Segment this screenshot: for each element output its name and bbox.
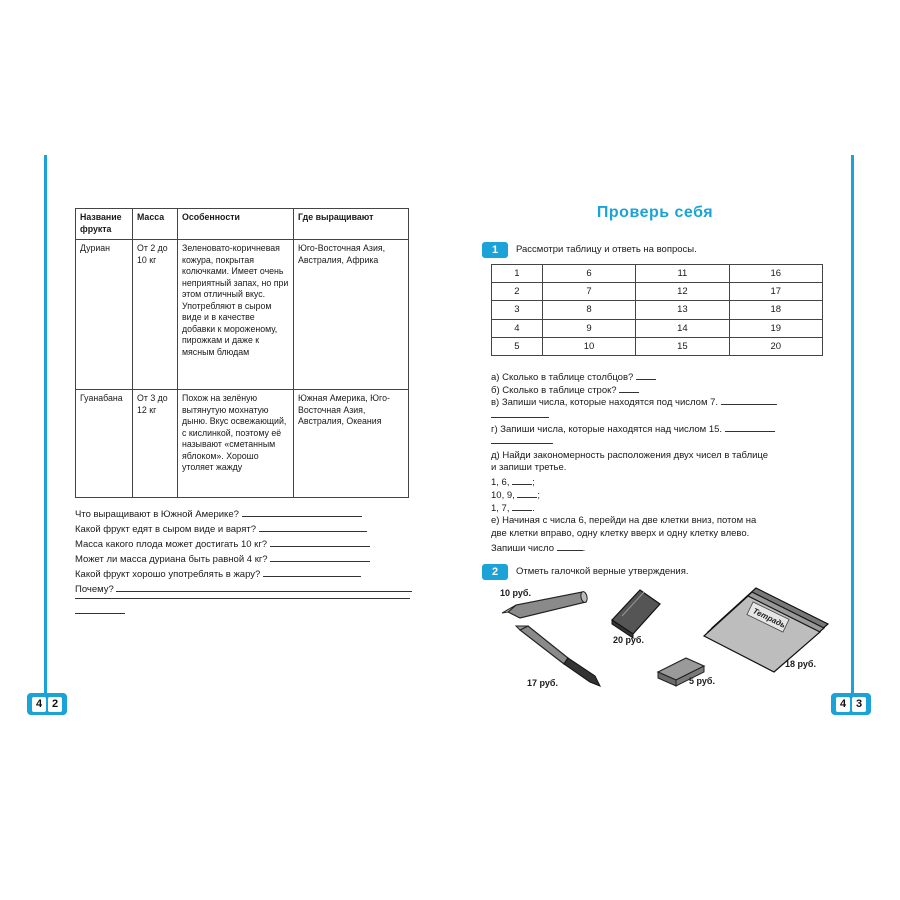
answer-blank[interactable] — [270, 537, 370, 547]
sequence-text: 10, 9, — [491, 490, 515, 501]
grid-cell: 15 — [636, 337, 729, 355]
answer-line[interactable] — [491, 443, 553, 444]
table-header: Масса — [133, 209, 178, 240]
question-text: Масса какого плода может достигать 10 кг? — [75, 539, 268, 550]
question-line — [75, 567, 410, 581]
price-pen: 17 руб. — [527, 678, 558, 688]
answer-blank[interactable] — [517, 488, 537, 498]
answer-blank[interactable] — [636, 370, 656, 380]
task-text: Рассмотри таблицу и ответь на вопросы. — [516, 244, 697, 255]
period: . — [582, 543, 586, 554]
question-text: Может ли масса дуриана быть равной 4 кг? — [75, 554, 268, 565]
grid-cell: 13 — [636, 301, 729, 319]
fruit-features: Зеленовато-коричневая кожура, покрытая колючками. Имеет очень неприятный запах, но при этом отличный вкус. Употребляют в сыром виде и в качестве добавки к мороженому, пирожкам и даже к мясным блюдам — [178, 240, 294, 390]
fruit-where: Южная Америка, Юго-Восточная Азия, Австралия, Океания — [294, 390, 409, 498]
grid-cell: 18 — [729, 301, 822, 319]
price-notebook-small: 20 руб. — [613, 635, 644, 645]
grid-cell: 5 — [492, 337, 543, 355]
grid-row — [492, 337, 823, 355]
grid-cell: 12 — [636, 283, 729, 301]
number-grid — [491, 264, 823, 356]
table-row — [76, 240, 409, 390]
page-digit: 3 — [852, 697, 866, 712]
grid-cell: 14 — [636, 319, 729, 337]
notebook-label: Тетрадь — [751, 606, 787, 630]
page-number-left — [27, 693, 67, 715]
right-edge-line — [851, 155, 854, 695]
grid-cell: 7 — [542, 283, 635, 301]
answer-blank[interactable] — [270, 552, 370, 562]
question-a — [491, 370, 824, 384]
page-digit: 4 — [32, 697, 46, 712]
grid-cell: 20 — [729, 337, 822, 355]
answer-blank[interactable] — [263, 567, 361, 577]
question-e-line2: две клетки вправо, одну клетку вверх и одну клетку влево. — [491, 528, 750, 539]
page-digit: 4 — [836, 697, 850, 712]
period: . — [532, 503, 535, 514]
question-text: в) Запиши числа, которые находятся под числом 7. — [491, 397, 719, 408]
pen-icon — [516, 626, 600, 686]
grid-cell: 6 — [542, 265, 635, 283]
price-notebook: 18 руб. — [785, 659, 816, 669]
question-line — [75, 507, 410, 521]
semicolon: ; — [532, 477, 535, 488]
task-badge: 1 — [482, 242, 508, 258]
question-e-line1: е) Начиная с числа 6, перейди на две клетки вниз, потом на — [491, 515, 757, 526]
sequence-text: 1, 7, — [491, 503, 510, 514]
answer-blank[interactable] — [116, 582, 412, 592]
grid-cell: 9 — [542, 319, 635, 337]
answer-blank[interactable] — [557, 541, 583, 551]
answer-blank[interactable] — [512, 475, 532, 485]
answer-line[interactable] — [75, 613, 125, 614]
fruit-name: Гуанабана — [76, 390, 133, 498]
answer-blank[interactable] — [259, 522, 367, 532]
question-text: Какой фрукт хорошо употреблять в жару? — [75, 569, 261, 580]
question-line — [75, 522, 410, 536]
question-text: Какой фрукт едят в сыром виде и варят? — [75, 524, 257, 535]
question-text: Почему? — [75, 584, 114, 595]
question-text: б) Сколько в таблице строк? — [491, 385, 617, 396]
question-text: а) Сколько в таблице столбцов? — [491, 372, 634, 383]
table-row — [76, 390, 409, 498]
grid-cell: 19 — [729, 319, 822, 337]
fruit-mass: От 3 до 12 кг — [133, 390, 178, 498]
grid-cell: 1 — [492, 265, 543, 283]
price-pencil: 10 руб. — [500, 588, 531, 598]
page-title: Проверь себя — [596, 204, 714, 221]
page-number-right — [831, 693, 871, 715]
question-text: Запиши число — [491, 543, 554, 554]
grid-cell: 10 — [542, 337, 635, 355]
question-line — [75, 537, 410, 551]
question-line — [75, 582, 410, 596]
price-eraser: 5 руб. — [689, 676, 715, 686]
question-v — [491, 395, 824, 409]
question-e-line3 — [491, 541, 824, 555]
answer-line[interactable] — [75, 598, 410, 599]
page-digit: 2 — [48, 697, 62, 712]
question-text: г) Запиши числа, которые находятся над числом 15. — [491, 424, 723, 435]
school-items-illustration — [490, 582, 830, 692]
fruit-table — [75, 208, 409, 498]
answer-blank[interactable] — [242, 507, 362, 517]
fruit-name: Дуриан — [76, 240, 133, 390]
question-d-line2: и запиши третье. — [491, 462, 567, 473]
question-text: Что выращивают в Южной Америке? — [75, 509, 239, 520]
answer-blank[interactable] — [512, 501, 532, 511]
grid-cell: 2 — [492, 283, 543, 301]
grid-cell: 4 — [492, 319, 543, 337]
grid-cell: 16 — [729, 265, 822, 283]
grid-row — [492, 265, 823, 283]
answer-blank[interactable] — [725, 422, 775, 432]
grid-row — [492, 283, 823, 301]
table-header: Название фрукта — [76, 209, 133, 240]
grid-cell: 8 — [542, 301, 635, 319]
grid-row — [492, 319, 823, 337]
left-edge-line — [44, 155, 47, 695]
semicolon: ; — [537, 490, 541, 501]
task-badge: 2 — [482, 564, 508, 580]
question-g — [491, 422, 824, 436]
grid-cell: 3 — [492, 301, 543, 319]
question-line — [75, 552, 410, 566]
small-notebook-icon — [612, 590, 660, 638]
fruit-mass: От 2 до 10 кг — [133, 240, 178, 390]
table-header: Особенности — [178, 209, 294, 240]
grid-row — [492, 301, 823, 319]
table-header: Где выращивают — [294, 209, 409, 240]
question-d-line1: д) Найди закономерность расположения двух чисел в таблице — [491, 450, 769, 461]
sequence-1 — [491, 475, 824, 489]
sequence-2 — [491, 488, 824, 502]
task-text: Отметь галочкой верные утверждения. — [516, 566, 689, 577]
answer-line[interactable] — [491, 417, 549, 418]
answer-blank[interactable] — [721, 395, 777, 405]
fruit-features: Похож на зелёную вытянутую мохнатую дыню. Вкус освежающий, с кислинкой, поэтому её называют «сметанным яблоком». Хорошо утоляет жажду — [178, 390, 294, 498]
sequence-text: 1, 6, — [491, 477, 510, 488]
fruit-where: Юго-Восточная Азия, Австралия, Африка — [294, 240, 409, 390]
answer-blank[interactable] — [619, 383, 639, 393]
grid-cell: 11 — [636, 265, 729, 283]
sequence-3 — [491, 501, 824, 515]
table-header-row — [76, 209, 409, 240]
grid-cell: 17 — [729, 283, 822, 301]
